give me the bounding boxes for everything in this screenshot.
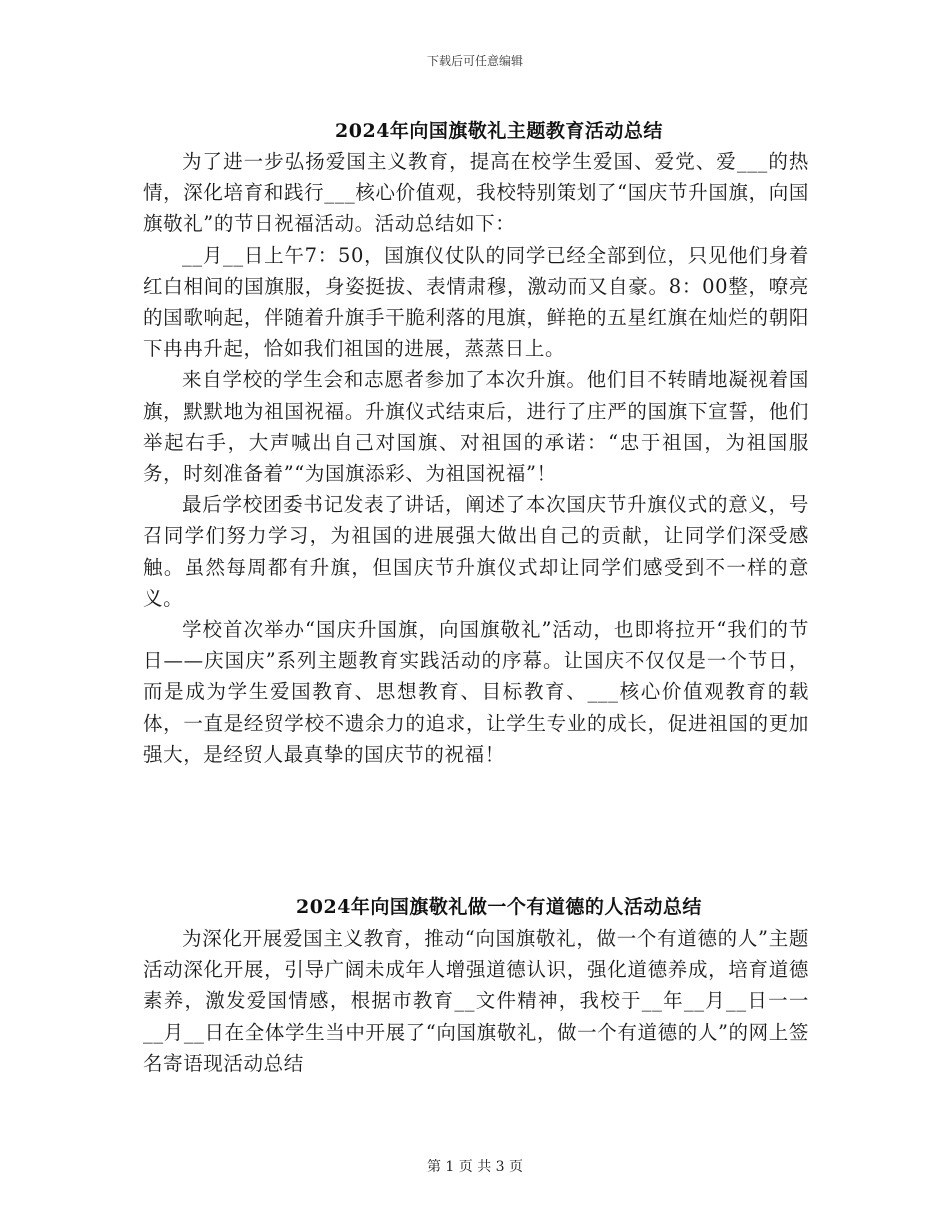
paragraph: __月__日上午7：50，国旗仪仗队的同学已经全部到位，只见他们身着红白相间的国旗服，身姿挺拔、表情肃穆，激动而又自豪。8：00整，嘹亮的国歌响起，伴随着升旗手干脆利落的甩旗，鲜艳的五星红旗在灿烂的朝阳下冉冉升起，恰如我们祖国的进展，蒸蒸日上。 [143,243,809,361]
paragraph: 最后学校团委书记发表了讲话，阐述了本次国庆节升旗仪式的意义，号召同学们努力学习，为祖国的进展强大做出自己的贡献，让同学们深受感触。虽然每周都有升旗，但国庆节升旗仪式却让同学们感受到不一样的意义。 [143,493,809,610]
section-2-body [143,923,809,1079]
section-1-body [143,146,809,770]
section-1-title: 2024年向国旗敬礼主题教育活动总结 [335,120,663,142]
section-2-title: 2024年向国旗敬礼做一个有道德的人活动总结 [296,896,702,918]
paragraph: 为深化开展爱国主义教育，推动“向国旗敬礼，做一个有道德的人”主题活动深化开展，引导广阔未成年人增强道德认识，强化道德养成，培育道德素养，激发爱国情感，根据市教育__文件精神，我校于__年__月__日一一__月__日在全体学生当中开展了“向国旗敬礼，做一个有道德的人”的网上签名寄语现活动总结 [143,927,809,1075]
paragraph: 为了进一步弘扬爱国主义教育，提高在校学生爱国、爱党、爱___的热情，深化培育和践行___核心价值观，我校特别策划了“国庆节升国旗，向国旗敬礼”的节日祝福活动。活动总结如下： [143,150,809,236]
header-note: 下载后可任意编辑 [426,54,523,68]
page-number: 第 1 页 共 3 页 [426,1159,524,1175]
paragraph: 学校首次举办“国庆升国旗，向国旗敬礼”活动，也即将拉开“我们的节日——庆国庆”系列主题教育实践活动的序幕。让国庆不仅仅是一个节日，而是成为学生爱国教育、思想教育、目标教育、___核心价值观教育的载体，一直是经贸学校不遗余力的追求，让学生专业的成长，促进祖国的更加强大，是经贸人最真挚的国庆节的祝福！ [143,618,809,766]
paragraph: 来自学校的学生会和志愿者参加了本次升旗。他们目不转睛地凝视着国旗，默默地为祖国祝福。升旗仪式结束后，进行了庄严的国旗下宣誓，他们举起右手，大声喊出自己对国旗、对祖国的承诺：“忠于祖国，为祖国服务，时刻准备着”“为国旗添彩、为祖国祝福”！ [143,368,809,486]
